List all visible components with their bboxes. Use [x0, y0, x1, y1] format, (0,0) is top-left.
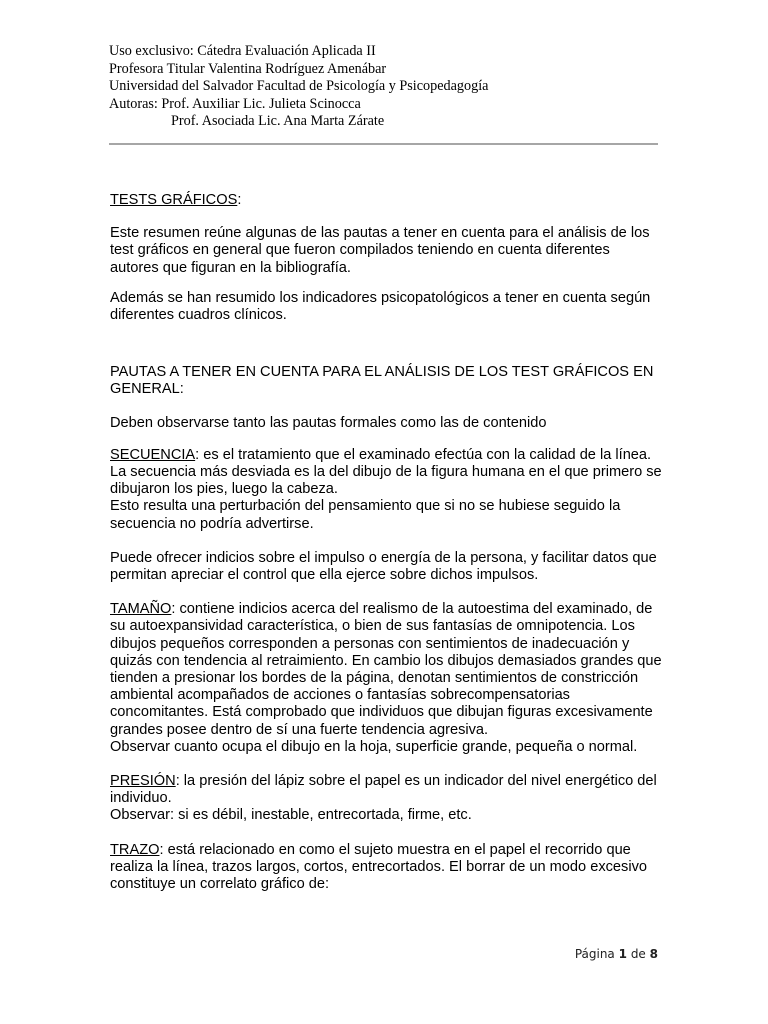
paragraph-tamano — [110, 601, 662, 739]
tamano-text: : contiene indicios acerca del realismo de la autoestima del examinado, de su autoexpansividad característica, o bien de sus fantasías de omnipotencia. Los dibujos pequeños corresponden a personas con sentimientos de inadecuación y quizás con tendencia al retraimiento. En cambio los dibujos demasiados grandes que tienden a presionar los bordes de la página, denotan sentimientos de constricción ambiental acompañados de acciones o fantasías sobrecompensatorias concomitantes. Está comprobado que individuos que dibujan figuras excesivamente grandes posee dentro de sí una fuerte tendencia agresiva. — [110, 601, 662, 738]
paragraph-presion-2: Observar: si es débil, inestable, entrecortada, firme, etc. — [110, 807, 472, 824]
paragraph-secuencia — [110, 447, 662, 499]
page-footer — [0, 947, 658, 961]
header-line-coauthor: Prof. Asociada Lic. Ana Marta Zárate — [171, 113, 385, 130]
secuencia-text: : es el tratamiento que el examinado efectúa con la calidad de la línea. La secuencia más desviada es la del dibujo de la figura humana en el que primero se dibujaron los pies, luego la cabeza. — [110, 446, 662, 498]
intro-paragraph-2: Además se han resumido los indicadores psicopatológicos a tener en cuenta según diferentes cuadros clínicos. — [110, 289, 651, 324]
page-number: 1 — [618, 947, 627, 961]
term-tamano: TAMAÑO — [110, 601, 172, 618]
paragraph-presion — [110, 773, 662, 807]
presion-text: : la presión del lápiz sobre el papel es un indicador del nivel energético del individuo. — [110, 773, 657, 807]
intro-paragraph-1: Este resumen reúne algunas de las pautas a tener en cuenta para el análisis de los test gráficos en general que fueron compilados teniendo en cuenta diferentes autores que figuran en la bibliografía. — [110, 225, 650, 276]
paragraph-secuencia-2: Esto resulta una perturbación del pensamiento que si no se hubiese seguido la secuencia no podría advertirse. — [110, 498, 621, 532]
document-header — [109, 43, 669, 131]
header-line-course: Uso exclusivo: Cátedra Evaluación Aplicada II — [109, 43, 376, 59]
term-secuencia: SECUENCIA — [110, 446, 196, 463]
header-line-professor: Profesora Titular Valentina Rodríguez Amenábar — [109, 60, 387, 77]
title-colon: : — [237, 192, 242, 208]
header-divider — [109, 143, 658, 145]
section-intro: Deben observarse tanto las pautas formales como las de contenido — [110, 414, 547, 431]
trazo-text: : está relacionado en como el sujeto muestra en el papel el recorrido que realiza la línea, trazos largos, cortos, entrecortados. El borrar de un modo excesivo constituye un correlato gráfico de: — [110, 841, 647, 893]
title-text: TESTS GRÁFICOS — [110, 192, 238, 208]
section-heading: PAUTAS A TENER EN CUENTA PARA EL ANÁLISIS DE LOS TEST GRÁFICOS EN GENERAL: — [110, 364, 654, 398]
of-word: de — [630, 947, 646, 961]
term-presion: PRESIÓN — [110, 773, 176, 790]
header-line-authors: Autoras: Prof. Auxiliar Lic. Julieta Scinocca — [109, 95, 361, 112]
document-title — [110, 192, 662, 209]
page-total: 8 — [649, 947, 658, 961]
page-word: Página — [574, 947, 615, 961]
paragraph-tamano-2: Observar cuanto ocupa el dibujo en la hoja, superficie grande, pequeña o normal. — [110, 738, 638, 755]
document-body — [110, 192, 662, 893]
term-trazo: TRAZO — [110, 841, 160, 858]
paragraph-impulso: Puede ofrecer indicios sobre el impulso o energía de la persona, y facilitar datos que permitan apreciar el control que ella ejerce sobre dichos impulsos. — [110, 549, 657, 584]
header-line-university: Universidad del Salvador Facultad de Psicología y Psicopedagogía — [109, 78, 489, 95]
paragraph-trazo — [110, 842, 662, 894]
